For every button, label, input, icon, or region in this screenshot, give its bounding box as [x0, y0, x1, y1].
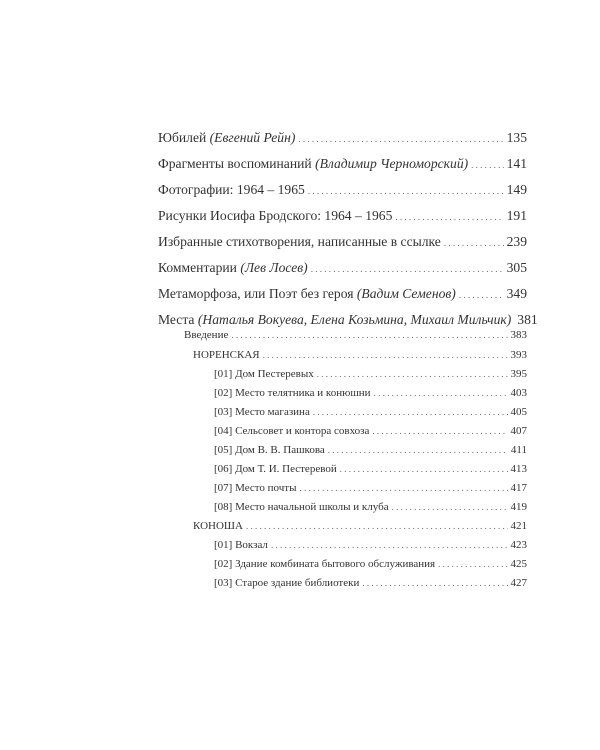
- leader-dots: [313, 407, 508, 417]
- toc-entry-page: 405: [510, 406, 527, 418]
- toc-entry-page: 407: [510, 425, 527, 437]
- leader-dots: [438, 559, 507, 569]
- toc-entry-page: 421: [510, 520, 527, 532]
- toc-entry-title: [05] Дом В. В. Пашкова: [214, 444, 325, 456]
- toc-entry: [158, 208, 527, 224]
- toc-entry-page: 413: [510, 463, 527, 475]
- toc-entry-title: [07] Место почты: [214, 482, 297, 494]
- toc-entry-page: 191: [506, 208, 527, 223]
- toc-entry-title: [02] Здание комбината бытового обслуживания: [214, 558, 436, 570]
- toc-entry-page: 239: [506, 234, 527, 249]
- toc-entry-title: Избранные стихотворения, написанные в ссылке: [158, 234, 441, 249]
- toc-entry-page: 141: [506, 156, 527, 171]
- toc-subentry: [184, 329, 527, 341]
- leader-dots: [311, 264, 504, 274]
- toc-entry-title: Метаморфоза, или Поэт без героя (Вадим Семенов): [158, 286, 456, 301]
- toc-entry-page: 423: [510, 539, 527, 551]
- leader-dots: [444, 238, 504, 248]
- toc-entry-author: (Лев Лосев): [240, 260, 308, 275]
- toc-entry-title: Фотографии: 1964 – 1965: [158, 182, 305, 197]
- toc-entry-title: [08] Место начальной школы и клуба: [214, 501, 389, 513]
- toc-subentry: [214, 577, 527, 589]
- toc-entry-title: [02] Место телятника и конюшни: [214, 387, 371, 399]
- toc-entry-title: Введение: [184, 329, 229, 341]
- toc-entry-page: 395: [510, 368, 527, 380]
- toc-subentry: [214, 463, 527, 475]
- toc-subentry: [214, 558, 527, 570]
- toc-entry: [158, 260, 527, 276]
- toc-section: [193, 349, 527, 361]
- toc-entry-title: КОНОША: [193, 520, 243, 532]
- toc-entry-author: (Владимир Черноморский): [315, 156, 469, 171]
- toc-entry-page: 419: [510, 501, 527, 513]
- toc-entry-title: Юбилей (Евгений Рейн): [158, 130, 296, 145]
- toc-entry-page: 425: [510, 558, 527, 570]
- toc-entry-title: [03] Место магазина: [214, 406, 310, 418]
- toc-subentry: [214, 406, 527, 418]
- toc-subentry: [214, 444, 527, 456]
- toc-entry: [158, 182, 527, 198]
- toc-entry-title: [01] Вокзал: [214, 539, 268, 551]
- leader-dots: [298, 134, 503, 144]
- toc-entry-author: (Вадим Семенов): [356, 286, 456, 301]
- toc-section: [193, 520, 527, 532]
- toc-entry: [158, 156, 527, 172]
- toc-entry-page: 403: [510, 387, 527, 399]
- leader-dots: [271, 540, 508, 550]
- toc-entry: [158, 312, 538, 328]
- leader-dots: [362, 578, 507, 588]
- toc-entry-author: (Наталья Вокуева, Елена Козьмина, Михаил Мильчик): [197, 312, 512, 327]
- toc-subentry: [214, 539, 527, 551]
- toc-entry-title: [01] Дом Пестеревых: [214, 368, 314, 380]
- toc-subentry: [214, 425, 527, 437]
- toc-entry-page: 349: [506, 286, 527, 301]
- toc-entry-title: [03] Старое здание библиотеки: [214, 577, 360, 589]
- leader-dots: [395, 212, 503, 222]
- leader-dots: [372, 426, 507, 436]
- toc-entry-title: Фрагменты воспоминаний (Владимир Черноморский): [158, 156, 469, 171]
- leader-dots: [392, 502, 508, 512]
- toc-subentry: [214, 501, 527, 513]
- leader-dots: [340, 464, 508, 474]
- toc-entry-title: Места (Наталья Вокуева, Елена Козьмина, Михаил Мильчик): [158, 312, 512, 327]
- toc-entry: [158, 130, 527, 146]
- toc-entry-title: Рисунки Иосифа Бродского: 1964 – 1965: [158, 208, 393, 223]
- toc-entry-author: (Евгений Рейн): [209, 130, 296, 145]
- toc-entry-page: 427: [510, 577, 527, 589]
- toc-entry-title: Комментарии (Лев Лосев): [158, 260, 308, 275]
- toc-entry-title: [04] Сельсовет и контора совхоза: [214, 425, 370, 437]
- toc-entry-title: [06] Дом Т. И. Пестеревой: [214, 463, 337, 475]
- toc-entry-page: 383: [510, 329, 527, 341]
- toc-entry-page: 305: [506, 260, 527, 275]
- toc-entry-page: 149: [506, 182, 527, 197]
- toc-entry-title: НОРЕНСКАЯ: [193, 349, 260, 361]
- toc-entry-page: 411: [510, 444, 527, 456]
- leader-dots: [246, 521, 508, 531]
- leader-dots: [374, 388, 508, 398]
- toc-entry: [158, 286, 527, 302]
- leader-dots: [231, 330, 507, 340]
- toc-entry: [158, 234, 527, 250]
- toc-entry-page: 135: [506, 130, 527, 145]
- toc-entry-page: 417: [510, 482, 527, 494]
- leader-dots: [263, 350, 508, 360]
- toc-subentry: [214, 482, 527, 494]
- toc-entry-page: 381: [517, 312, 538, 327]
- leader-dots: [317, 369, 508, 379]
- toc-subentry: [214, 368, 527, 380]
- toc-subentry: [214, 387, 527, 399]
- leader-dots: [300, 483, 508, 493]
- leader-dots: [308, 186, 504, 196]
- leader-dots: [471, 160, 503, 170]
- toc-entry-page: 393: [510, 349, 527, 361]
- leader-dots: [459, 290, 504, 300]
- leader-dots: [328, 445, 508, 455]
